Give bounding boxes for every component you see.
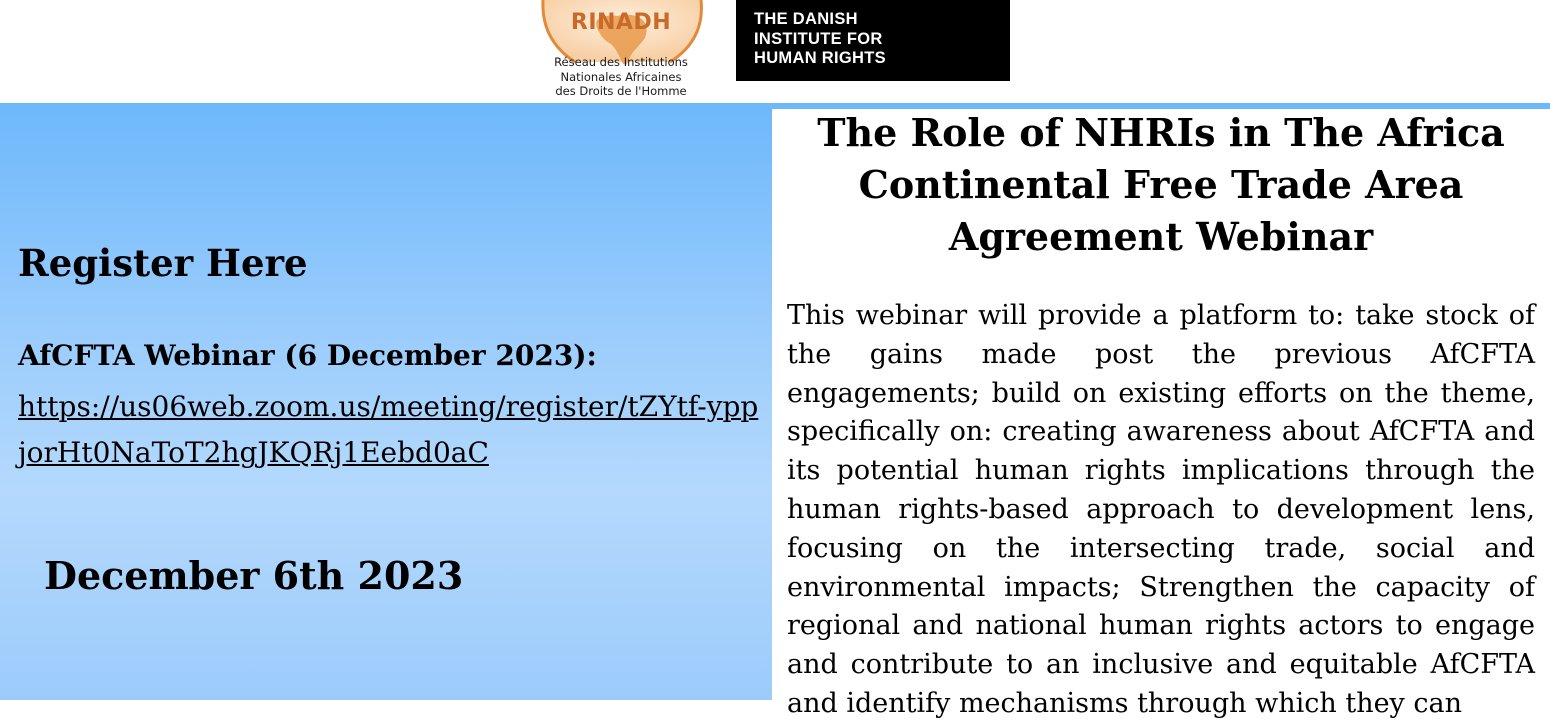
registration-panel: [0, 103, 772, 700]
rinadh-caption: [535, 55, 707, 99]
rinadh-caption-line: Réseau des Institutions: [554, 55, 688, 69]
header: [0, 0, 1550, 103]
danish-logo-text: [754, 10, 886, 69]
webinar-label: AfCFTA Webinar (6 December 2023):: [18, 339, 597, 372]
event-date: December 6th 2023: [44, 553, 464, 598]
rinadh-caption-line: Nationales Africaines: [560, 69, 682, 84]
description-panel: [772, 109, 1550, 719]
registration-link[interactable]: https://us06web.zoom.us/meeting/register/tZYtf-yppjorHt0NaToT2hgJKQRj1Eebd0aC: [18, 390, 759, 469]
danish-logo-line: INSTITUTE FOR: [754, 29, 883, 48]
rinadh-wordmark: RINADH: [570, 10, 672, 35]
rinadh-caption-line: des Droits de l'Homme: [555, 84, 687, 98]
danish-logo-line: THE DANISH: [754, 10, 858, 28]
danish-logo-line: HUMAN RIGHTS: [754, 49, 886, 67]
rinadh-logo: [535, 0, 710, 103]
danish-institute-logo: [736, 0, 1010, 81]
webinar-description: This webinar will provide a platform to: take stock of the gains made post the previous AfCFTA engagements; build on existing efforts on the theme, specifically on: creating awareness about AfCFTA and its potential human rights implications through the human rights-based approach to development lens, focusing on the intersecting trade, social and environmental impacts; Strengthen the capacity of regional and national human rights actors to engage and contribute to an inclusive and equitable AfCFTA and identify mechanisms through which they can: [787, 300, 1535, 719]
webinar-title: The Role of NHRIs in The Africa Continental Free Trade Area Agreement Webinar: [817, 110, 1505, 259]
register-heading: Register Here: [18, 241, 308, 285]
